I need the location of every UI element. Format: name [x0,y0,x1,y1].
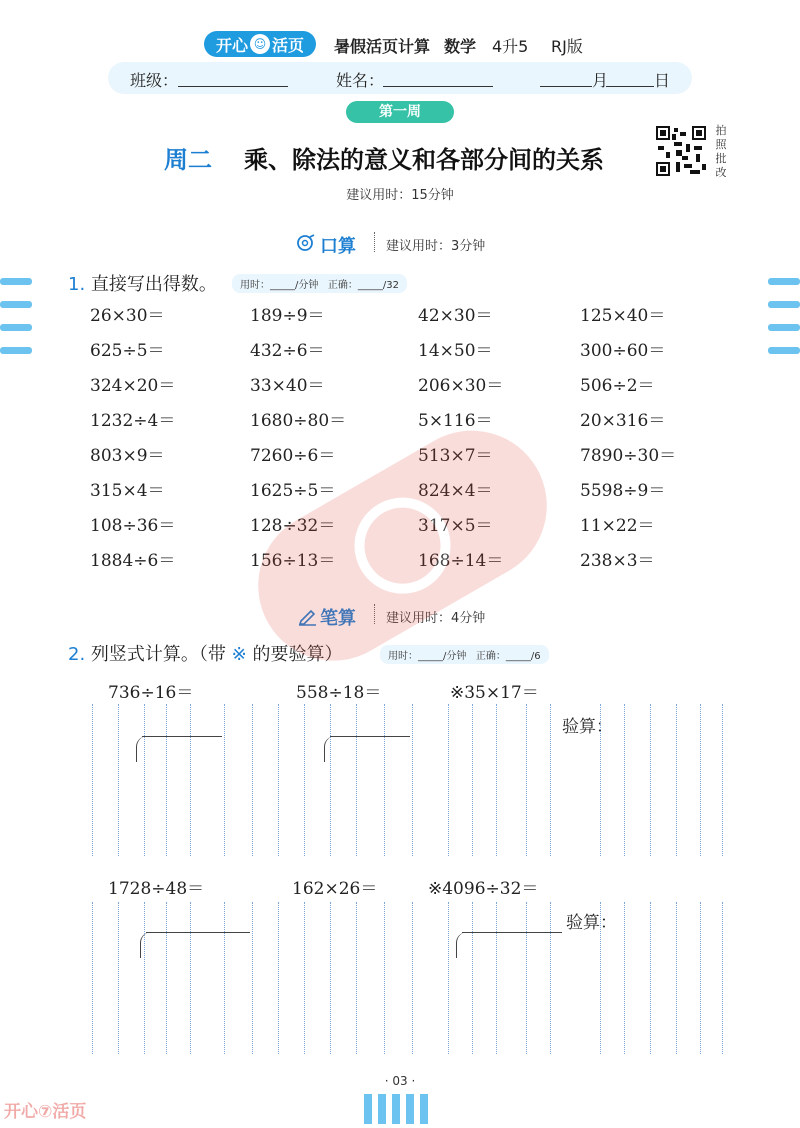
oral-problem: 33×40＝ [250,376,325,396]
grid-guide-line [412,902,413,1054]
grid-guide-line [144,902,145,1054]
grid-guide-line [356,704,357,856]
division-bracket [136,736,147,762]
grid-guide-line [624,704,625,856]
division-bracket [140,932,151,958]
oral-problem: 432÷6＝ [250,341,325,361]
division-bar [146,932,250,933]
time-used-field[interactable]: 用时：_____/分钟 [240,280,319,291]
oral-problem: 1884÷6＝ [90,551,176,571]
grid-guide-line [92,704,93,856]
right-edge-tabs [768,278,800,370]
day-field[interactable] [606,86,654,87]
title-day: 周二 [164,146,212,174]
question-text-end: 的要验算） [252,644,343,665]
vertical-problem: 162×26＝ [292,879,378,899]
day-label: 日 [654,71,671,90]
grid-guide-line [600,704,601,856]
corner-brand-logo: 开心⑦活页 [4,1102,87,1122]
month-label: 月 [592,71,609,90]
grid-guide-line [252,704,253,856]
oral-calc-icon [296,233,316,253]
written-section-time: 建议用时：4分钟 [386,611,486,626]
grid-guide-line [496,902,497,1054]
oral-problem: 42×30＝ [418,306,493,326]
grid-guide-line [722,902,723,1054]
grid-guide-line [722,704,723,856]
oral-problem: 506÷2＝ [580,376,655,396]
oral-problem: 14×50＝ [418,341,493,361]
check-label: 验算： [562,717,613,737]
grid-guide-line [118,704,119,856]
oral-section-title: 口算 [320,236,356,257]
grid-guide-line [330,902,331,1054]
question-text: 直接写出得数。 [90,274,217,295]
brand-left-text: 开心 [215,35,248,55]
grid-guide-line [252,902,253,1054]
grid-guide-line [650,704,651,856]
vertical-problem: 736÷16＝ [108,683,194,703]
time-used-field[interactable]: 用时：_____/分钟 [388,651,467,662]
oral-problem: 108÷36＝ [90,516,176,536]
question-1-score [232,274,407,293]
oral-problem: 317×5＝ [418,516,493,536]
qr-code-icon[interactable] [656,126,706,176]
grid-guide-line [676,704,677,856]
grid-guide-line [526,902,527,1054]
name-field[interactable] [383,86,493,87]
grid-guide-line [166,902,167,1054]
correct-count-field[interactable]: 正确：_____/6 [475,651,541,662]
grid-guide-line [224,704,225,856]
grid-guide-line [624,902,625,1054]
oral-problem: 300÷60＝ [580,341,666,361]
grid-guide-line [496,704,497,856]
question-1-heading [68,270,217,296]
scan-to-grade-label: 拍照批改 [715,124,727,179]
week-badge: 第一周 [346,101,454,123]
oral-problem-grid [90,306,730,572]
month-field[interactable] [540,86,592,87]
oral-problem: 513×7＝ [418,446,493,466]
division-bar [462,932,562,933]
grid-guide-line [190,902,191,1054]
grid-guide-line [304,704,305,856]
grid-guide-line [278,902,279,1054]
grid-guide-line [550,902,551,1054]
question-number: 2. [68,644,86,665]
page-number: · 03 · [384,1074,416,1088]
grid-guide-line [472,902,473,1054]
suggested-time: 建议用时：15分钟 [346,188,454,203]
oral-problem: 168÷14＝ [418,551,504,571]
oral-problem: 625÷5＝ [90,341,165,361]
vertical-problem: ※4096÷32＝ [428,879,539,899]
vertical-problem: 558÷18＝ [296,683,382,703]
grid-guide-line [448,902,449,1054]
oral-problem: 156÷13＝ [250,551,336,571]
oral-problem: 7260÷6＝ [250,446,336,466]
oral-problem: 20×316＝ [580,411,666,431]
grid-guide-line [550,704,551,856]
oral-problem: 238×3＝ [580,551,655,571]
oral-problem: 7890÷30＝ [580,446,677,466]
division-bar [142,736,222,737]
oral-problem: 11×22＝ [580,516,655,536]
correct-count-field[interactable]: 正确：_____/32 [327,280,400,291]
division-bracket [456,932,467,958]
smile-logo-icon: ☺ [250,34,270,54]
grid-guide-line [144,704,145,856]
division-bar [330,736,410,737]
class-label: 班级： [130,71,179,90]
written-section-title: 笔算 [320,608,356,629]
grid-guide-line [330,704,331,856]
grid-guide-line [412,704,413,856]
pencil-icon [298,606,318,626]
oral-problem: 206×30＝ [418,376,504,396]
grid-guide-line [356,902,357,1054]
section-divider [374,604,375,624]
oral-section-time: 建议用时：3分钟 [386,239,486,254]
oral-problem: 803×9＝ [90,446,165,466]
grid-guide-line [278,704,279,856]
grid-guide-line [448,704,449,856]
oral-problem: 1625÷5＝ [250,481,336,501]
oral-problem: 26×30＝ [90,306,165,326]
vertical-problem: 1728÷48＝ [108,879,205,899]
book-title: 暑假活页计算 [334,37,431,56]
grid-guide-line [384,704,385,856]
oral-problem: 315×4＝ [90,481,165,501]
grid-guide-line [304,902,305,1054]
oral-problem: 5×116＝ [418,411,493,431]
footer-tabs [364,1094,434,1128]
edition: RJ版 [551,37,583,56]
oral-problem: 1680÷80＝ [250,411,347,431]
subject: 数学 [444,37,477,56]
question-2-score [380,645,549,664]
grid-guide-line [384,902,385,1054]
oral-problem: 125×40＝ [580,306,666,326]
question-number: 1. [68,274,86,295]
oral-problem: 128÷32＝ [250,516,336,536]
question-2-heading [68,640,342,666]
oral-problem: 824×4＝ [418,481,493,501]
oral-problem: 324×20＝ [90,376,176,396]
left-edge-tabs [0,278,32,370]
grid-guide-line [166,704,167,856]
grade: 4升5 [492,37,529,56]
brand-logo [204,31,316,57]
grid-guide-line [700,902,701,1054]
oral-problem: 1232÷4＝ [90,411,176,431]
class-field[interactable] [178,86,288,87]
check-label: 验算： [566,913,617,933]
grid-guide-line [190,704,191,856]
grid-guide-line [92,902,93,1054]
grid-guide-line [676,902,677,1054]
grid-guide-line [224,902,225,1054]
brand-right-text: 活页 [272,35,305,55]
check-mark-symbol: ※ [231,644,247,665]
grid-guide-line [118,902,119,1054]
name-label: 姓名： [336,71,385,90]
oral-problem: 5598÷9＝ [580,481,666,501]
oral-problem: 189÷9＝ [250,306,325,326]
vertical-problem: ※35×17＝ [450,683,539,703]
grid-guide-line [472,704,473,856]
grid-guide-line [700,704,701,856]
question-text: 列竖式计算。（带 [90,644,226,665]
grid-guide-line [650,902,651,1054]
page-title: 乘、除法的意义和各部分间的关系 [244,146,604,174]
section-divider [374,232,375,252]
grid-guide-line [600,902,601,1054]
grid-guide-line [526,704,527,856]
